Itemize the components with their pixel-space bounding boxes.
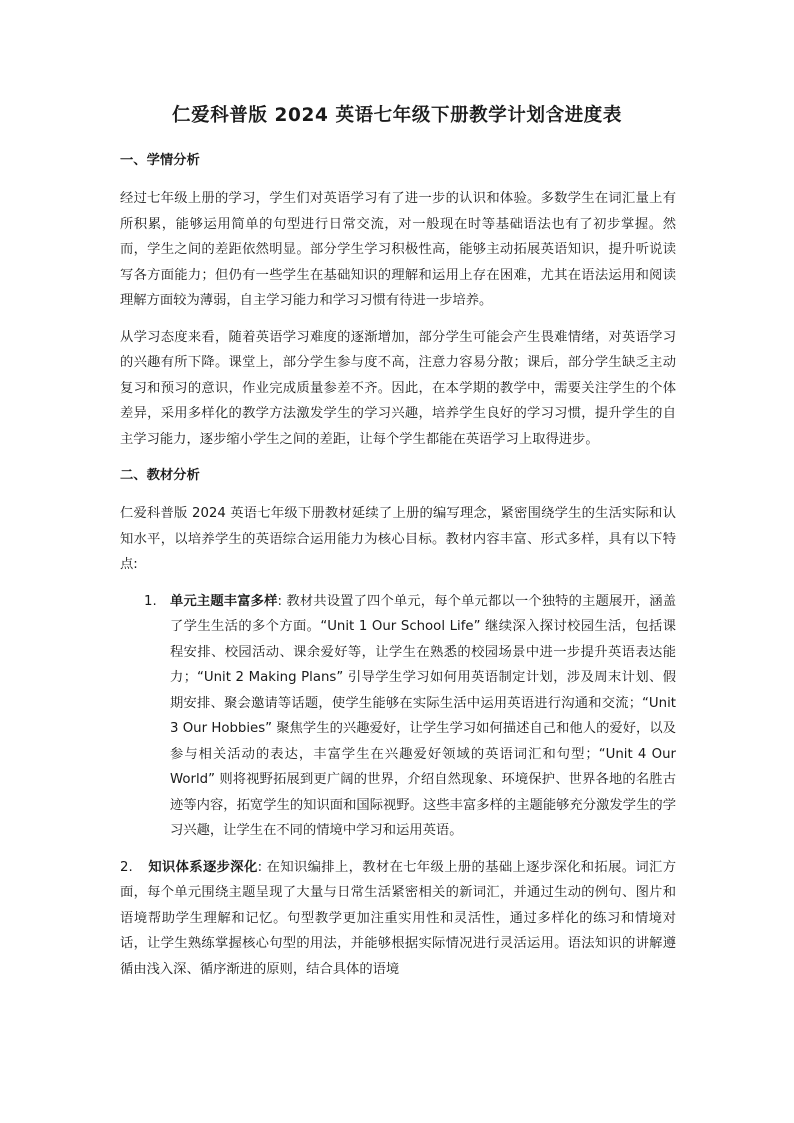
list-item-label: 知识体系逐步深化: [148, 859, 258, 875]
document-title: 仁爱科普版 2024 英语七年级下册教学计划含进度表: [172, 105, 622, 126]
paragraph-learning-analysis-2: 从学习态度来看，随着英语学习难度的逐渐增加，部分学生可能会产生畏难情绪，对英语学习的兴趣有所下降。课堂上，部分学生参与度不高，注意力容易分散；课后，部分学生缺乏主动复习和预习的意识，作业完成质量参差不齐。因此，在本学期的教学中，需要关注学生的个体差异，采用多样化的教学方法激发学生的学习兴趣，培养学生良好的学习习惯，提升学生的自主学习能力，逐步缩小学生之间的差距，让每个学生都能在英语学习上取得进步。: [120, 329, 676, 447]
paragraph-textbook-intro: 仁爱科普版 2024 英语七年级下册教材延续了上册的编写理念，紧密围绕学生的生活实际和认知水平，以培养学生的英语综合运用能力为核心目标。教材内容丰富、形式多样，具有以下特点:: [120, 506, 676, 572]
list-item-text: : 在知识编排上，教材在七年级上册的基础上逐步深化和拓展。词汇方面，每个单元围绕主题呈现了大量与日常生活紧密相关的新词汇，并通过生动的例句、图片和语境帮助学生理解和记忆。句型教学更加注重实用性和灵活性，通过多样化的练习和情境对话，让学生熟练掌握核心句型的用法，并能够根据实际情况进行灵活运用。语法知识的讲解遵循由浅入深、循序渐进的原则，结合具体的语境: [120, 859, 676, 977]
textbook-features-list: [120, 589, 676, 844]
list-item-number: 1.: [144, 593, 157, 609]
list-item-knowledge-system: [120, 855, 676, 983]
list-item-number: 2.: [120, 859, 133, 875]
section-heading-textbook-analysis: 二、教材分析: [120, 468, 200, 483]
list-item-text: : 教材共设置了四个单元，每个单元都以一个独特的主题展开，涵盖了学生生活的多个方面。“Unit 1 Our School Life” 继续深入探讨校园生活，包括课程安排、校园活动、课余爱好等，让学生在熟悉的校园场景中进一步提升英语表达能力；“Unit 2 Making Plans” 引导学生学习如何用英语制定计划，涉及周末计划、假期安排、聚会邀请等话题，使学生能够在实际生活中运用英语进行沟通和交流；“Unit 3 Our Hobbies” 聚焦学生的兴趣爱好，让学生学习如何描述自己和他人的爱好，以及参与相关活动的表达，丰富学生在兴趣爱好领域的英语词汇和句型；“Unit 4 Our World” 则将视野拓展到更广阔的世界，介绍自然现象、环境保护、世界各地的名胜古迹等内容，拓宽学生的知识面和国际视野。这些丰富多样的主题能够充分激发学生的学习兴趣，让学生在不同的情境中学习和运用英语。: [170, 593, 676, 838]
paragraph-learning-analysis-1: 经过七年级上册的学习，学生们对英语学习有了进一步的认识和体验。多数学生在词汇量上有所积累，能够运用简单的句型进行日常交流，对一般现在时等基础语法也有了初步掌握。然而，学生之间的差距依然明显。部分学生学习积极性高，能够主动拓展英语知识，提升听说读写各方面能力；但仍有一些学生在基础知识的理解和运用上存在困难，尤其在语法运用和阅读理解方面较为薄弱，自主学习能力和学习习惯有待进一步培养。: [120, 191, 676, 308]
document-body: [120, 148, 676, 993]
list-item-label: 单元主题丰富多样: [170, 593, 278, 609]
section-heading-learning-analysis: 一、学情分析: [120, 153, 200, 168]
list-item-unit-themes: [120, 589, 676, 844]
